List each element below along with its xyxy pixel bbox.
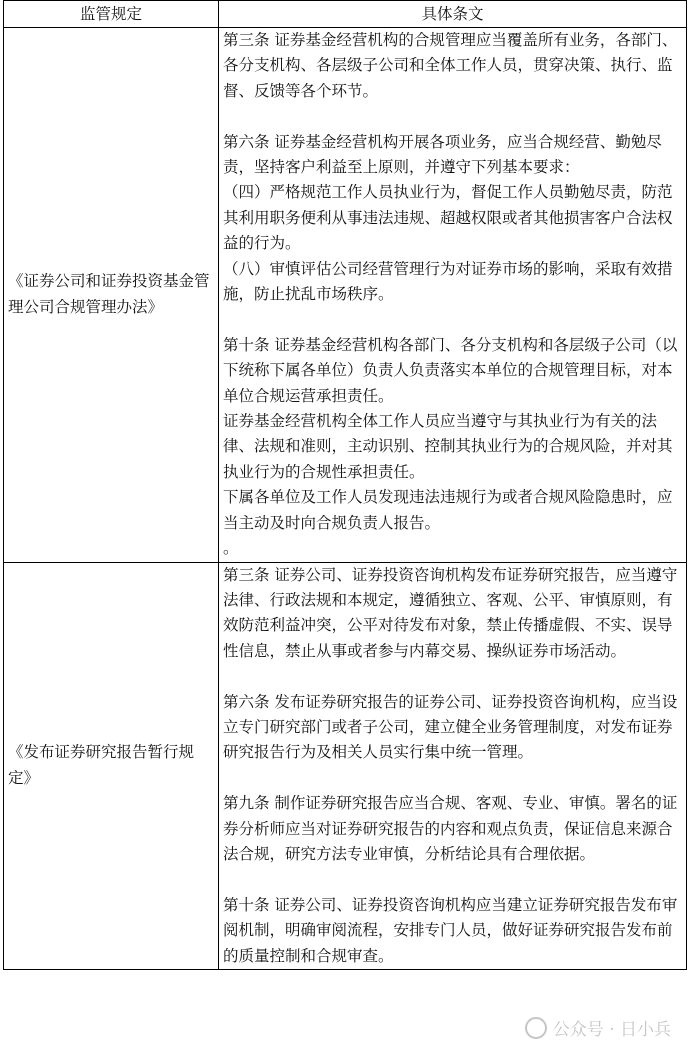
wechat-logo-icon [525, 1017, 547, 1039]
header-regulation: 监管规定 [4, 1, 219, 28]
watermark [525, 1015, 671, 1040]
clause-paragraph: 证券基金经营机构全体工作人员应当遵守与其执业行为有关的法律、法规和准则，主动识别、控制其执业行为的合规风险，并对其执业行为的合规性承担责任。 [223, 412, 673, 481]
clauses-cell [219, 28, 687, 563]
clause-item: （四）严格规范工作人员执业行为，督促工作人员勤勉尽责，防范其利用职务便利从事违法违规、超越权限或者其他损害客户合法权益的行为。 [223, 183, 673, 253]
blank-line [223, 664, 682, 689]
table-header-row [4, 1, 687, 28]
clause-paragraph: 第三条 证券公司、证券投资咨询机构发布证券研究报告，应当遵守法律、行政法规和本规定，遵循独立、客观、公平、审慎原则，有效防范利益冲突，公平对待发布对象，禁止传播虚假、不实、误导性信息，禁止从事或者参与内幕交易、操纵证券市场活动。 [223, 565, 678, 660]
blank-line [223, 104, 682, 129]
blank-line [223, 867, 682, 892]
clause-item: （八）审慎评估公司经营管理行为对证券市场的影响，采取有效措施，防止扰乱市场秩序。 [223, 259, 673, 304]
clause-paragraph: 下属各单位及工作人员发现违法违规行为或者合规风险隐患时，应当主动及时向合规负责人报告。 [223, 488, 673, 532]
regulation-name: 《发布证券研究报告暂行规定》 [4, 562, 219, 969]
clause-paragraph: 第三条 证券基金经营机构的合规管理应当覆盖所有业务，各部门、各分支机构、各层级子公司和全体工作人员，贯穿决策、执行、监督、反馈等各个环节。 [223, 31, 678, 100]
clause-paragraph: 第六条 证券基金经营机构开展各项业务，应当合规经营、勤勉尽责，坚持客户利益至上原则，并遵守下列基本要求： [223, 132, 662, 177]
clauses-cell [219, 562, 687, 969]
table-row [4, 28, 687, 563]
table-row [4, 562, 687, 969]
clause-paragraph: 第九条 制作证券研究报告应当合规、客观、专业、审慎。署名的证券分析师应当对证券研究报告的内容和观点负责，保证信息来源合法合规，研究方法专业审慎，分析结论具有合理依据。 [223, 794, 678, 863]
trailing-mark: 。 [223, 539, 239, 558]
clause-paragraph: 第十条 证券公司、证券投资咨询机构应当建立证券研究报告发布审阅机制，明确审阅流程，安排专门人员，做好证券研究报告发布前的质量控制和合规审查。 [223, 895, 678, 965]
regulation-table [3, 0, 687, 970]
clause-paragraph: 第六条 发布证券研究报告的证券公司、证券投资咨询机构，应当设立专门研究部门或者子公司，建立健全业务管理制度，对发布证券研究报告行为及相关人员实行集中统一管理。 [223, 692, 678, 762]
regulation-name: 《证券公司和证券投资基金管理公司合规管理办法》 [4, 28, 219, 563]
clause-paragraph: 第十条 证券基金经营机构各部门、各分支机构和各层级子公司（以下统称下属各单位）负责人负责落实本单位的合规管理目标，对本单位合规运营承担责任。 [223, 335, 678, 405]
blank-line [223, 307, 682, 332]
watermark-text: 公众号 · 日小兵 [552, 1020, 671, 1040]
blank-line [223, 766, 682, 791]
header-clauses: 具体条文 [219, 1, 687, 28]
